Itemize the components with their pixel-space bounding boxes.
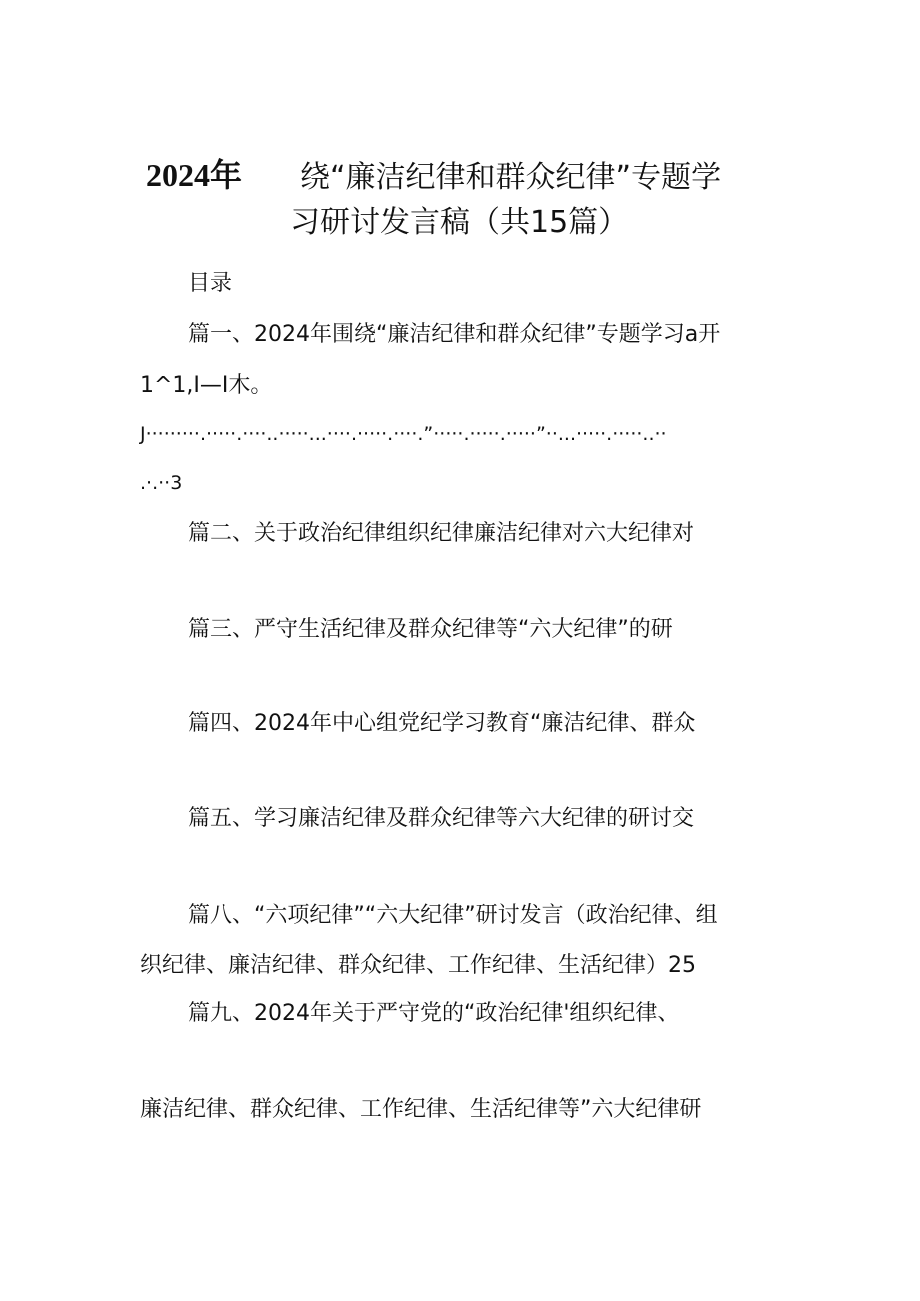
toc-item-5[interactable]: 篇五、学习廉洁纪律及群众纪律等六大纪律的研讨交 bbox=[188, 806, 695, 831]
toc-item-1-cont: 1^1,I—I木。 bbox=[140, 373, 273, 398]
toc-item-6[interactable]: 篇八、“六项纪律”“六大纪律”研讨发言（政治纪律、组 bbox=[188, 903, 718, 928]
toc-heading: 目录 bbox=[188, 271, 233, 296]
toc-item-4[interactable]: 篇四、2024年中心组党纪学习教育“廉洁纪律、群众 bbox=[188, 711, 696, 736]
toc-item-1-leader: J·········.·····.····..·····...····.·····.····.”·····.·····.·····”··...·····.·····..·· bbox=[140, 423, 667, 445]
toc-item-3[interactable]: 篇三、严守生活纪律及群众纪律等“六大纪律”的研 bbox=[188, 617, 673, 642]
title-year-text: 2024年 bbox=[146, 157, 243, 193]
toc-item-7-cont: 廉洁纪律、群众纪律、工作纪律、生活纪律等”六大纪律研 bbox=[140, 1097, 702, 1122]
title-line-2: 习研讨发言稿（共15篇） bbox=[290, 205, 629, 240]
title-line-1: 绕“廉洁纪律和群众纪律”专题学 bbox=[300, 160, 722, 195]
toc-item-6-cont: 织纪律、廉洁纪律、群众纪律、工作纪律、生活纪律）25 bbox=[140, 953, 696, 978]
toc-item-1[interactable]: 篇一、2024年围绕“廉洁纪律和群众纪律”专题学习a开 bbox=[188, 322, 721, 347]
toc-item-7[interactable]: 篇九、2024年关于严守党的“政治纪律'组织纪律、 bbox=[188, 1001, 680, 1026]
toc-item-1-page: .·.··3 bbox=[140, 472, 183, 494]
toc-item-2[interactable]: 篇二、关于政治纪律组织纪律廉洁纪律对六大纪律对 bbox=[188, 521, 695, 546]
title-year bbox=[146, 150, 242, 196]
